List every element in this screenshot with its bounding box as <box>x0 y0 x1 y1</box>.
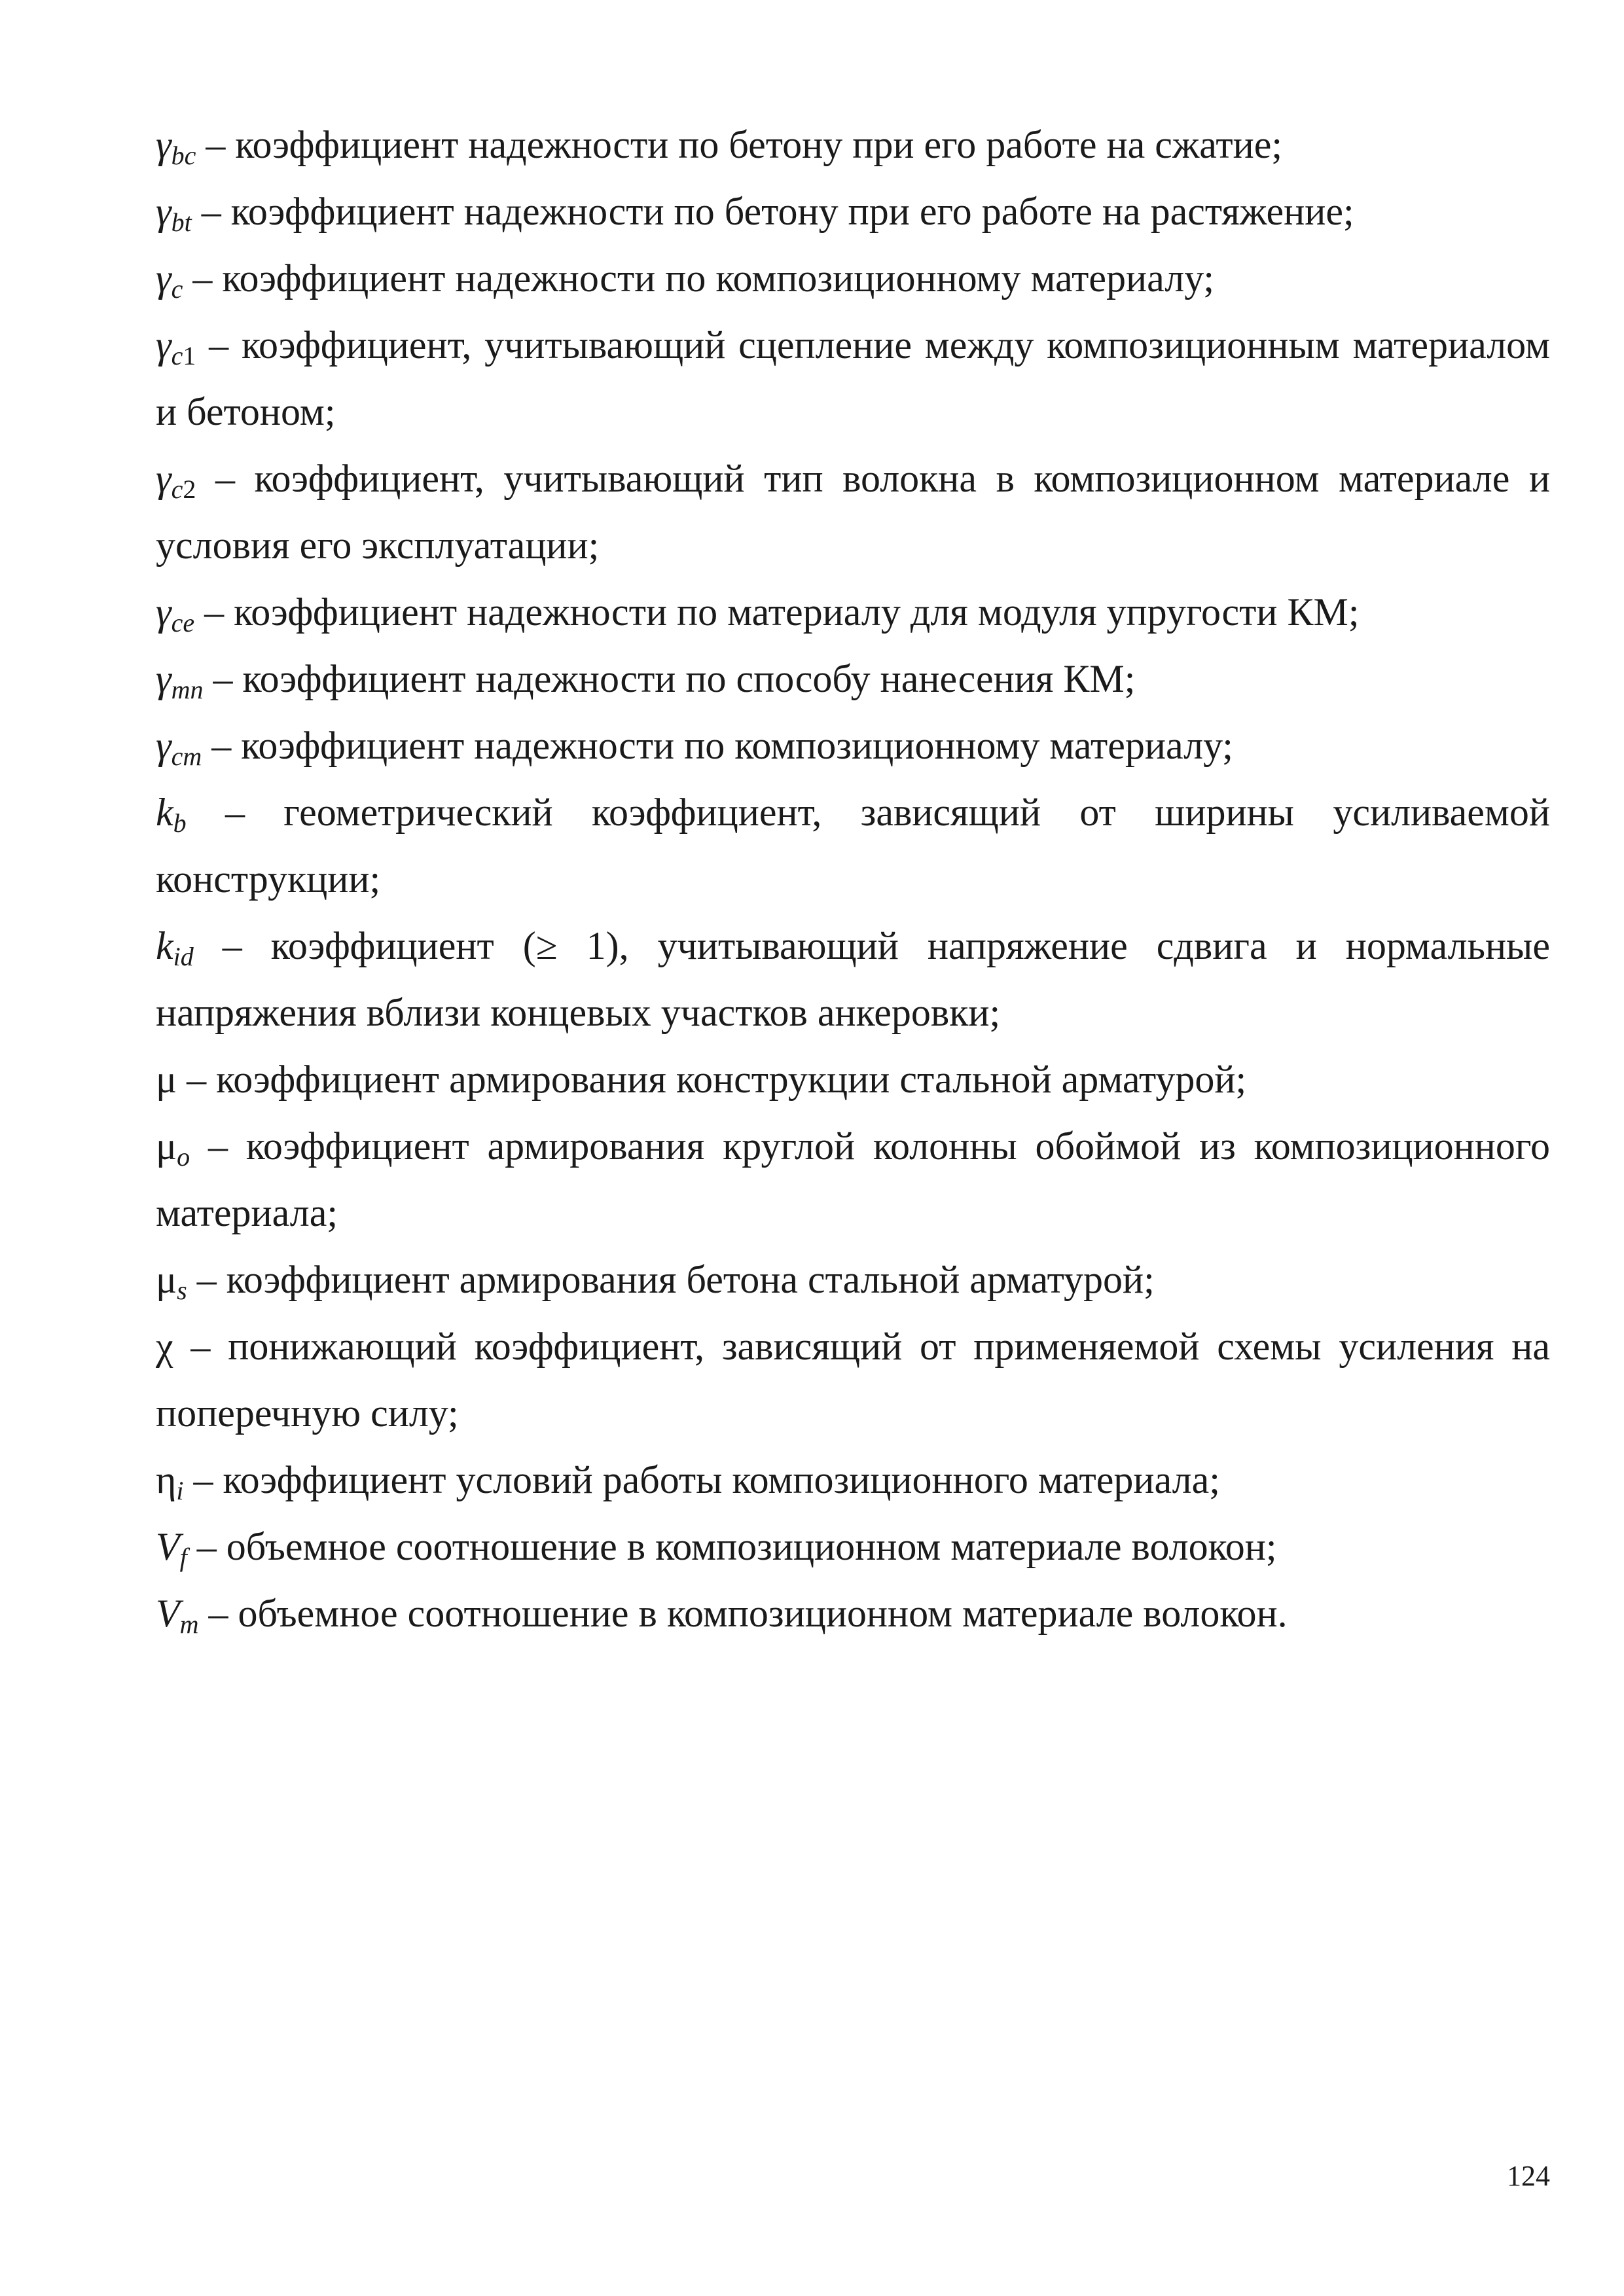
definition-text: – коэффициент надежности по бетону при его работе на сжатие; <box>196 123 1283 166</box>
symbol: V <box>156 1592 180 1635</box>
symbol-subscript: c <box>171 274 183 304</box>
symbol-subscript: i <box>176 1476 184 1505</box>
symbol: γ <box>156 657 171 700</box>
symbol: γ <box>156 724 171 767</box>
definition-text: – коэффициент, учитывающий тип волокна в композиционном материале и условия его эксплуатации; <box>156 457 1550 567</box>
definition-text: – коэффициент надежности по материалу для модуля упругости КМ; <box>194 590 1360 634</box>
symbol: γ <box>156 123 171 166</box>
definition-text: – коэффициент армирования бетона стальной арматурой; <box>187 1258 1155 1301</box>
definition-item <box>156 111 1550 178</box>
definition-item <box>156 445 1550 579</box>
definition-item <box>156 645 1550 712</box>
symbol: V <box>156 1525 180 1568</box>
symbol: χ <box>156 1325 173 1368</box>
definition-item <box>156 779 1550 912</box>
symbol-subscript: ce <box>171 608 195 637</box>
definition-item <box>156 1513 1550 1580</box>
symbol: γ <box>156 457 171 500</box>
definition-item <box>156 312 1550 445</box>
page-number: 124 <box>1507 2160 1550 2192</box>
symbol-subscript: m <box>179 1609 199 1639</box>
definition-text: – объемное соотношение в композиционном материале волокон; <box>187 1525 1277 1568</box>
definition-text: – коэффициент армирования конструкции стальной арматурой; <box>177 1058 1247 1101</box>
symbol: γ <box>156 257 171 300</box>
definition-item <box>156 178 1550 245</box>
symbol-subscript: bt <box>171 207 192 237</box>
symbol: μ <box>156 1058 177 1101</box>
definition-text: – коэффициент (≥ 1), учитывающий напряжение сдвига и нормальные напряжения вблизи концевых участков анкеровки; <box>156 924 1550 1034</box>
symbol: k <box>156 924 173 967</box>
symbol-subscript: b <box>173 808 187 838</box>
definition-text: – объемное соотношение в композиционном материале волокон. <box>198 1592 1288 1635</box>
definition-item <box>156 1246 1550 1313</box>
symbol-subscript: o <box>177 1142 190 1172</box>
definition-item <box>156 1446 1550 1513</box>
definition-text: – коэффициент армирования круглой колонны обоймой из композиционного материала; <box>156 1124 1550 1234</box>
symbol-subscript: cm <box>171 742 202 771</box>
symbol-subscript: c <box>171 475 183 504</box>
symbol-subscript-index: 2 <box>183 475 196 504</box>
symbol: γ <box>156 190 171 233</box>
definition-item <box>156 712 1550 779</box>
symbol-subscript-index: 1 <box>183 341 196 370</box>
symbol-subscript: s <box>177 1276 187 1305</box>
definition-text: – коэффициент надежности по композиционному материалу; <box>183 257 1215 300</box>
symbol: η <box>156 1458 177 1501</box>
symbol-subscript: id <box>173 942 194 971</box>
definition-text: – коэффициент условий работы композиционного материала; <box>183 1458 1220 1501</box>
definition-item <box>156 1046 1550 1113</box>
symbol: μ <box>156 1124 177 1168</box>
definition-text: – коэффициент надежности по бетону при его работе на растяжение; <box>191 190 1354 233</box>
definition-item <box>156 1113 1550 1246</box>
symbol-subscript: f <box>179 1543 187 1572</box>
definition-item <box>156 579 1550 645</box>
symbol: γ <box>156 323 171 367</box>
symbol-subscript: mn <box>171 675 204 704</box>
symbol: μ <box>156 1258 177 1301</box>
definition-text: – коэффициент надежности по композиционному материалу; <box>202 724 1233 767</box>
definition-text: – коэффициент надежности по способу нанесения КМ; <box>203 657 1136 700</box>
symbol-subscript: c <box>171 341 183 370</box>
definition-text: – геометрический коэффициент, зависящий от ширины усиливаемой конструкции; <box>156 791 1550 901</box>
definition-item <box>156 1580 1550 1647</box>
definitions-list <box>156 111 1550 1647</box>
definition-text: – понижающий коэффициент, зависящий от применяемой схемы усиления на поперечную силу; <box>156 1325 1550 1435</box>
symbol: k <box>156 791 173 834</box>
symbol: γ <box>156 590 171 634</box>
definition-item <box>156 912 1550 1046</box>
definition-item <box>156 245 1550 312</box>
symbol-subscript: bc <box>171 141 196 170</box>
definition-text: – коэффициент, учитывающий сцепление между композиционным материалом и бетоном; <box>156 323 1550 433</box>
definition-item <box>156 1313 1550 1446</box>
